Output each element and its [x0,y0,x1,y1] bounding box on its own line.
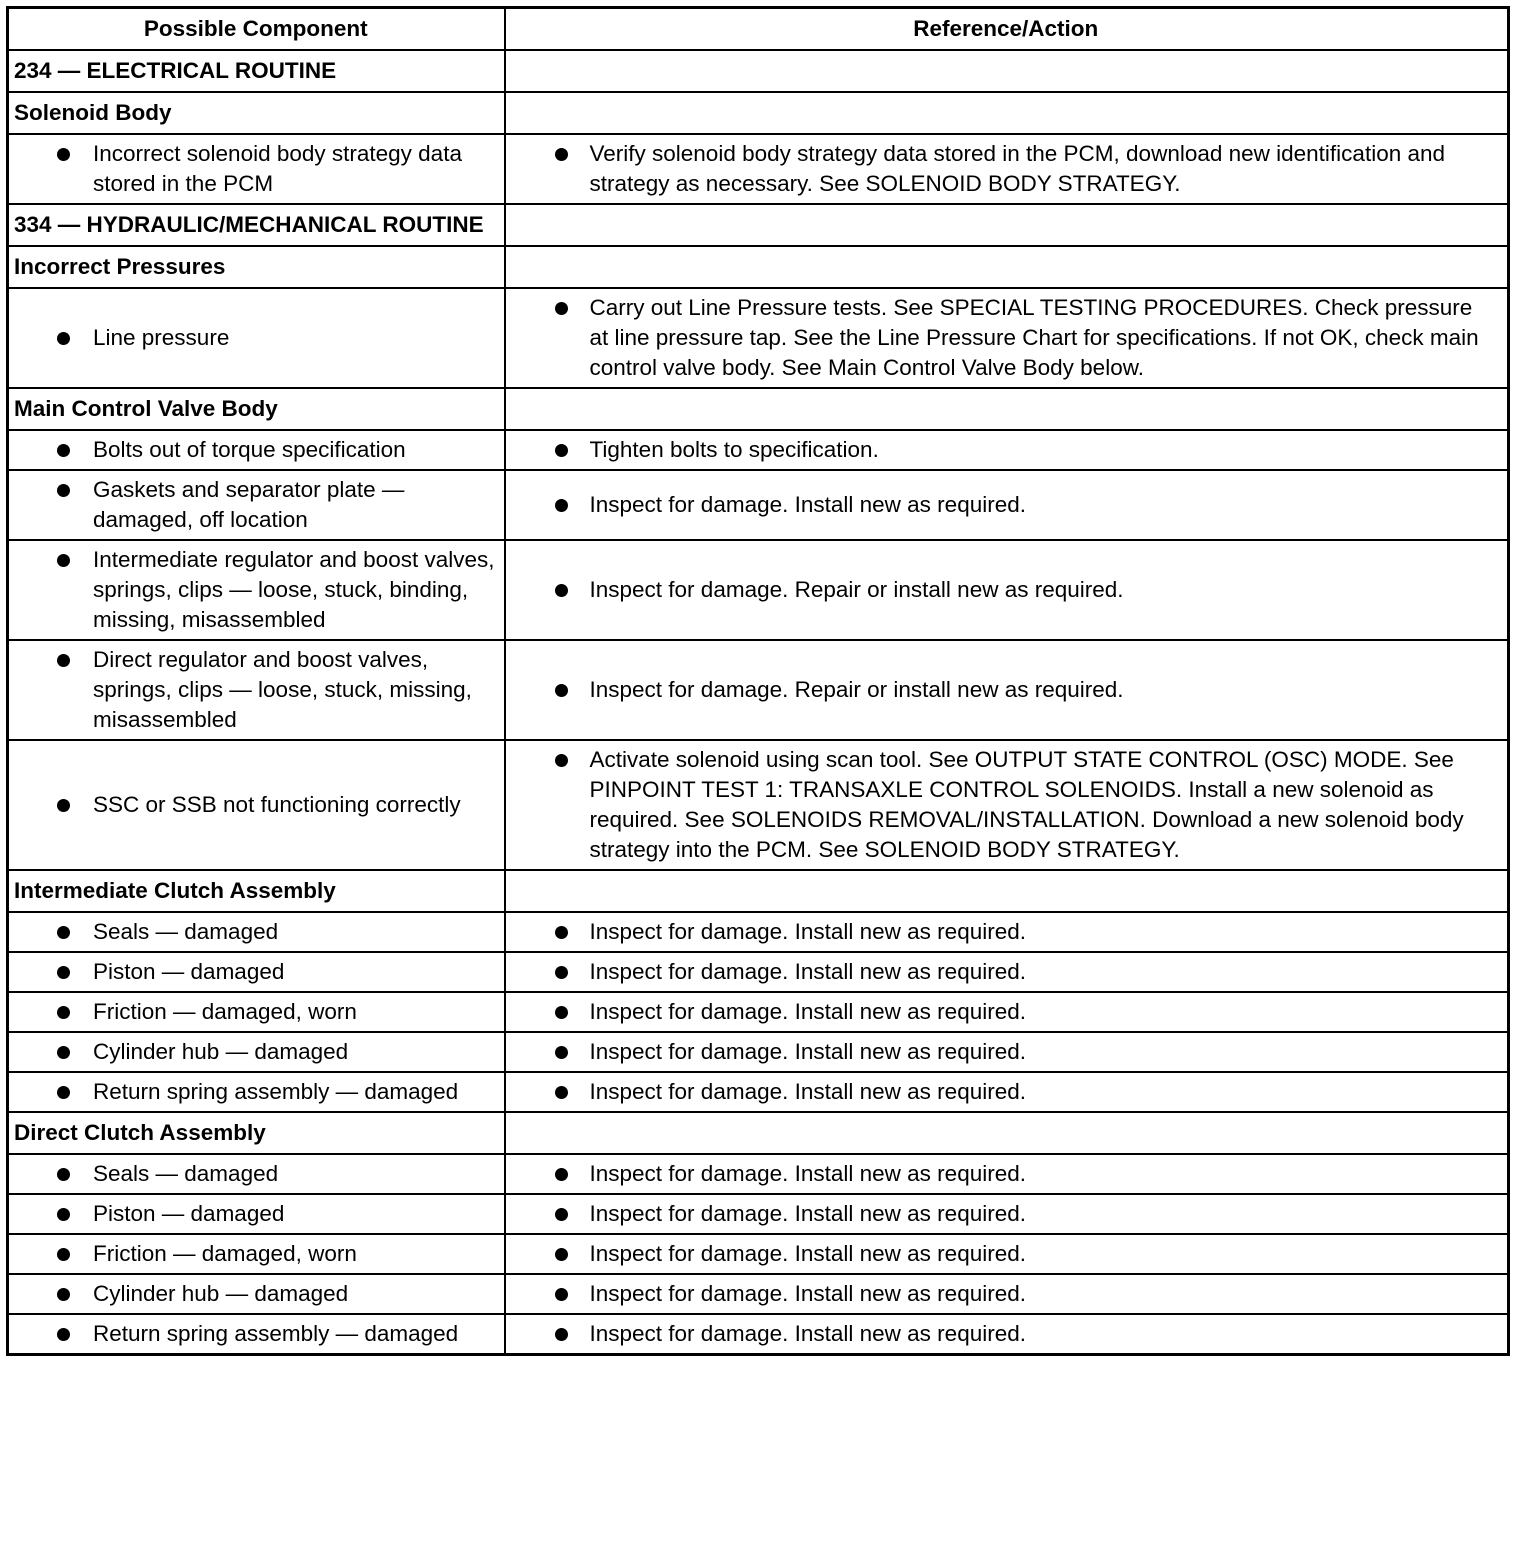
bullet-item [511,575,1502,605]
component-text: Seals — damaged [93,918,279,944]
bullet-item [511,1279,1502,1309]
table-row [8,740,1509,870]
empty-cell [505,1112,1509,1154]
action-text: Inspect for damage. Install new as required. [589,1078,1026,1104]
bullet-icon [57,654,70,667]
bullet-icon [555,1288,568,1301]
bullet-icon [555,148,568,161]
bullet-item [511,139,1502,199]
section-title: 334 — HYDRAULIC/MECHANICAL ROUTINE [8,204,505,246]
bullet-item [511,675,1502,705]
table-row [8,1032,1509,1072]
section-title: Main Control Valve Body [8,388,505,430]
section-title: 234 — ELECTRICAL ROUTINE [8,50,505,92]
empty-cell [505,388,1509,430]
action-cell [505,470,1509,540]
bullet-icon [57,332,70,345]
table-row [8,430,1509,470]
bullet-icon [555,1006,568,1019]
bullet-icon [555,926,568,939]
action-text: Inspect for damage. Install new as required. [589,918,1026,944]
component-text: Return spring assembly — damaged [93,1320,459,1346]
component-cell [8,470,505,540]
diagnosis-table [6,6,1510,1356]
table-row [8,470,1509,540]
action-cell [505,430,1509,470]
bullet-icon [555,754,568,767]
section-row [8,92,1509,134]
component-cell [8,1234,505,1274]
action-text: Inspect for damage. Install new as required. [589,1038,1026,1064]
table-row [8,1274,1509,1314]
bullet-item [14,790,498,820]
bullet-icon [555,1328,568,1341]
bullet-item [14,1037,498,1067]
component-text: Seals — damaged [93,1160,279,1186]
action-text: Inspect for damage. Install new as required. [589,1160,1026,1186]
component-cell [8,1314,505,1355]
bullet-item [14,475,498,535]
action-text: Inspect for damage. Install new as required. [589,998,1026,1024]
bullet-icon [555,1168,568,1181]
action-text: Verify solenoid body strategy data stored in the PCM, download new identification and strategy as necessary. See SOLENOID BODY STRATEGY. [589,140,1446,196]
bullet-item [511,490,1502,520]
component-cell [8,1274,505,1314]
empty-cell [505,92,1509,134]
bullet-item [14,1077,498,1107]
bullet-icon [57,799,70,812]
bullet-item [14,545,498,635]
bullet-icon [555,1248,568,1261]
bullet-item [511,435,1502,465]
header-possible-component: Possible Component [8,8,505,50]
bullet-item [511,1199,1502,1229]
component-text: Cylinder hub — damaged [93,1280,349,1306]
component-cell [8,540,505,640]
bullet-item [511,1077,1502,1107]
action-text: Inspect for damage. Install new as required. [589,1200,1026,1226]
bullet-item [511,745,1502,865]
action-text: Tighten bolts to specification. [589,436,879,462]
bullet-icon [57,444,70,457]
bullet-item [14,323,498,353]
bullet-item [14,957,498,987]
action-cell [505,288,1509,388]
section-row [8,50,1509,92]
bullet-icon [555,1208,568,1221]
section-title: Solenoid Body [8,92,505,134]
action-cell [505,1194,1509,1234]
table-row [8,912,1509,952]
table-row [8,952,1509,992]
header-row [8,8,1509,50]
component-cell [8,952,505,992]
action-text: Inspect for damage. Install new as required. [589,491,1026,517]
action-cell [505,1032,1509,1072]
bullet-icon [555,1086,568,1099]
bullet-icon [57,1248,70,1261]
bullet-item [511,1239,1502,1269]
bullet-item [14,1199,498,1229]
bullet-item [14,1319,498,1349]
bullet-item [511,957,1502,987]
bullet-icon [57,554,70,567]
action-cell [505,912,1509,952]
bullet-icon [57,148,70,161]
component-text: Friction — damaged, worn [93,998,357,1024]
component-cell [8,430,505,470]
component-text: Friction — damaged, worn [93,1240,357,1266]
bullet-item [14,1279,498,1309]
section-title: Direct Clutch Assembly [8,1112,505,1154]
bullet-item [511,293,1502,383]
component-text: Piston — damaged [93,958,285,984]
bullet-icon [555,1046,568,1059]
action-text: Inspect for damage. Install new as required. [589,958,1026,984]
component-cell [8,288,505,388]
bullet-item [14,1239,498,1269]
bullet-item [511,997,1502,1027]
action-cell [505,640,1509,740]
component-text: Bolts out of torque specification [93,436,406,462]
action-cell [505,1154,1509,1194]
action-text: Inspect for damage. Install new as required. [589,1240,1026,1266]
section-title: Intermediate Clutch Assembly [8,870,505,912]
action-cell [505,134,1509,204]
action-text: Inspect for damage. Install new as required. [589,1320,1026,1346]
bullet-icon [57,484,70,497]
component-cell [8,1072,505,1112]
bullet-item [511,1319,1502,1349]
bullet-icon [555,444,568,457]
bullet-icon [57,926,70,939]
bullet-icon [555,966,568,979]
table-row [8,1072,1509,1112]
action-cell [505,1274,1509,1314]
bullet-icon [555,499,568,512]
bullet-icon [57,1046,70,1059]
bullet-item [14,139,498,199]
component-text: Line pressure [93,324,230,350]
action-cell [505,952,1509,992]
empty-cell [505,246,1509,288]
section-row [8,870,1509,912]
table-row [8,540,1509,640]
action-text: Carry out Line Pressure tests. See SPECIAL TESTING PROCEDURES. Check pressure at line pressure tap. See the Line Pressure Chart for specifications. If not OK, check main control valve body. See Main Control Valve Body below. [589,294,1479,380]
action-text: Activate solenoid using scan tool. See OUTPUT STATE CONTROL (OSC) MODE. See PINPOINT TEST 1: TRANSAXLE CONTROL SOLENOIDS. Install a new solenoid as required. See SOLENOIDS REMOVAL/INSTALLATION. Download a new solenoid body strategy into the PCM. See SOLENOID BODY STRATEGY. [589,746,1464,862]
bullet-icon [57,1086,70,1099]
empty-cell [505,870,1509,912]
header-reference-action: Reference/Action [505,8,1509,50]
component-text: Gaskets and separator plate — damaged, off location [93,476,405,532]
component-text: Direct regulator and boost valves, springs, clips — loose, stuck, missing, misassembled [93,646,472,732]
section-row [8,204,1509,246]
action-text: Inspect for damage. Repair or install new as required. [589,576,1124,602]
action-text: Inspect for damage. Install new as required. [589,1280,1026,1306]
table-body [8,50,1509,1355]
action-text: Inspect for damage. Repair or install new as required. [589,676,1124,702]
component-cell [8,640,505,740]
component-cell [8,1154,505,1194]
table-row [8,992,1509,1032]
bullet-item [14,435,498,465]
bullet-icon [555,684,568,697]
table-row [8,640,1509,740]
table-row [8,1314,1509,1355]
table-row [8,134,1509,204]
empty-cell [505,204,1509,246]
section-row [8,388,1509,430]
bullet-icon [57,1006,70,1019]
component-text: Cylinder hub — damaged [93,1038,349,1064]
bullet-item [511,1037,1502,1067]
component-cell [8,134,505,204]
bullet-icon [57,1208,70,1221]
component-text: SSC or SSB not functioning correctly [93,791,461,817]
section-row [8,1112,1509,1154]
action-cell [505,540,1509,640]
bullet-icon [555,584,568,597]
action-cell [505,1072,1509,1112]
component-cell [8,1194,505,1234]
bullet-icon [57,1328,70,1341]
bullet-icon [57,1288,70,1301]
table-row [8,1154,1509,1194]
bullet-icon [57,1168,70,1181]
component-text: Intermediate regulator and boost valves, springs, clips — loose, stuck, binding, missing, misassembled [93,546,495,632]
table-row [8,288,1509,388]
component-text: Incorrect solenoid body strategy data stored in the PCM [93,140,462,196]
bullet-item [511,1159,1502,1189]
component-cell [8,912,505,952]
action-cell [505,740,1509,870]
bullet-item [511,917,1502,947]
action-cell [505,1234,1509,1274]
bullet-icon [57,966,70,979]
component-cell [8,1032,505,1072]
section-row [8,246,1509,288]
component-cell [8,740,505,870]
action-cell [505,992,1509,1032]
bullet-icon [555,302,568,315]
component-text: Return spring assembly — damaged [93,1078,459,1104]
action-cell [505,1314,1509,1355]
component-text: Piston — damaged [93,1200,285,1226]
component-cell [8,992,505,1032]
bullet-item [14,1159,498,1189]
table-row [8,1234,1509,1274]
empty-cell [505,50,1509,92]
table-row [8,1194,1509,1234]
section-title: Incorrect Pressures [8,246,505,288]
bullet-item [14,917,498,947]
bullet-item [14,997,498,1027]
bullet-item [14,645,498,735]
